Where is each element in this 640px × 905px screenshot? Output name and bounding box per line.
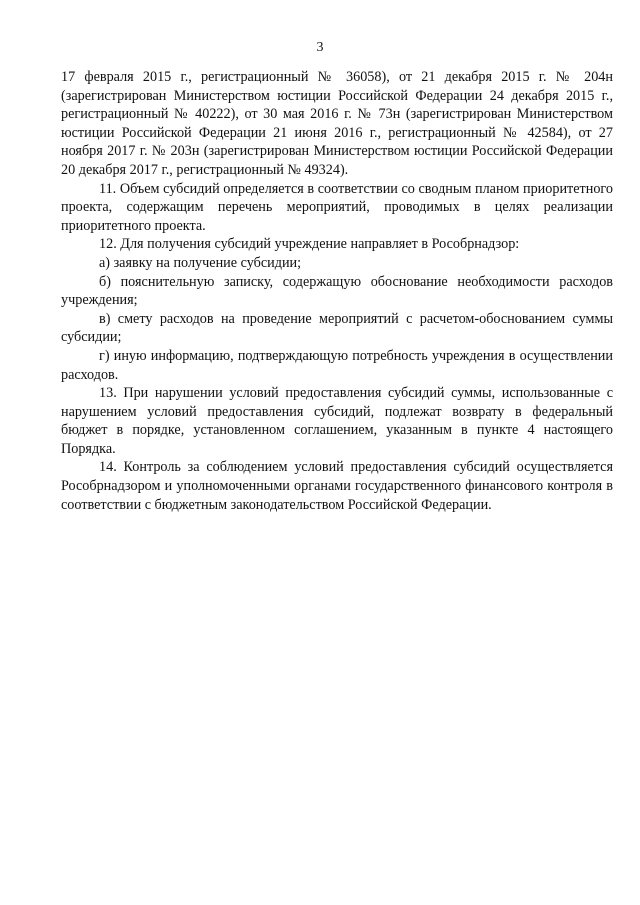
paragraph-item-12: 12. Для получения субсидий учреждение направляет в Рособрнадзор:: [99, 236, 520, 253]
paragraph-item-13: 13. При нарушении условий предоставления субсидий суммы, использованные с нарушением условий предоставления субсидий, подлежат возврату в федеральный бюджет в порядке, установленном соглашением, указанным в пункте 4 настоящего Порядка.: [61, 385, 613, 457]
paragraph-item-14: 14. Контроль за соблюдением условий предоставления субсидий осуществляется Рособрнадзором и уполномоченными органами государственного финансового контроля в соответствии с бюджетным законодательством Российской Федерации.: [61, 459, 613, 513]
paragraph-continuation: 17 февраля 2015 г., регистрационный № 36058), от 21 декабря 2015 г. № 204н (зарегистрирован Министерством юстиции Российской Федерации 24 декабря 2015 г., регистрационный № 40222), от 30 мая 2016 г. № 73н (зарегистрирован Министерством юстиции Российской Федерации 21 июня 2016 г., регистрационный № 42584), от 27 ноября 2017 г. № 203н (зарегистрирован Министерством юстиции Российской Федерации 20 декабря 2017 г., регистрационный № 49324).: [61, 69, 613, 178]
document-body: [61, 68, 613, 514]
paragraph-item-11: 11. Объем субсидий определяется в соответствии со сводным планом приоритетного проекта, содержащим перечень мероприятий, проводимых в целях реализации приоритетного проекта.: [61, 180, 613, 234]
paragraph-item-12-b: б) пояснительную записку, содержащую обоснование необходимости расходов учреждения;: [61, 273, 613, 309]
paragraph-item-12-g: г) иную информацию, подтверждающую потребность учреждения в осуществлении расходов.: [61, 347, 613, 383]
paragraph-item-12-a: а) заявку на получение субсидии;: [99, 254, 302, 271]
paragraph-item-12-v: в) смету расходов на проведение мероприятий с расчетом-обоснованием суммы субсидии;: [61, 310, 613, 346]
page-number: 3: [316, 40, 324, 55]
